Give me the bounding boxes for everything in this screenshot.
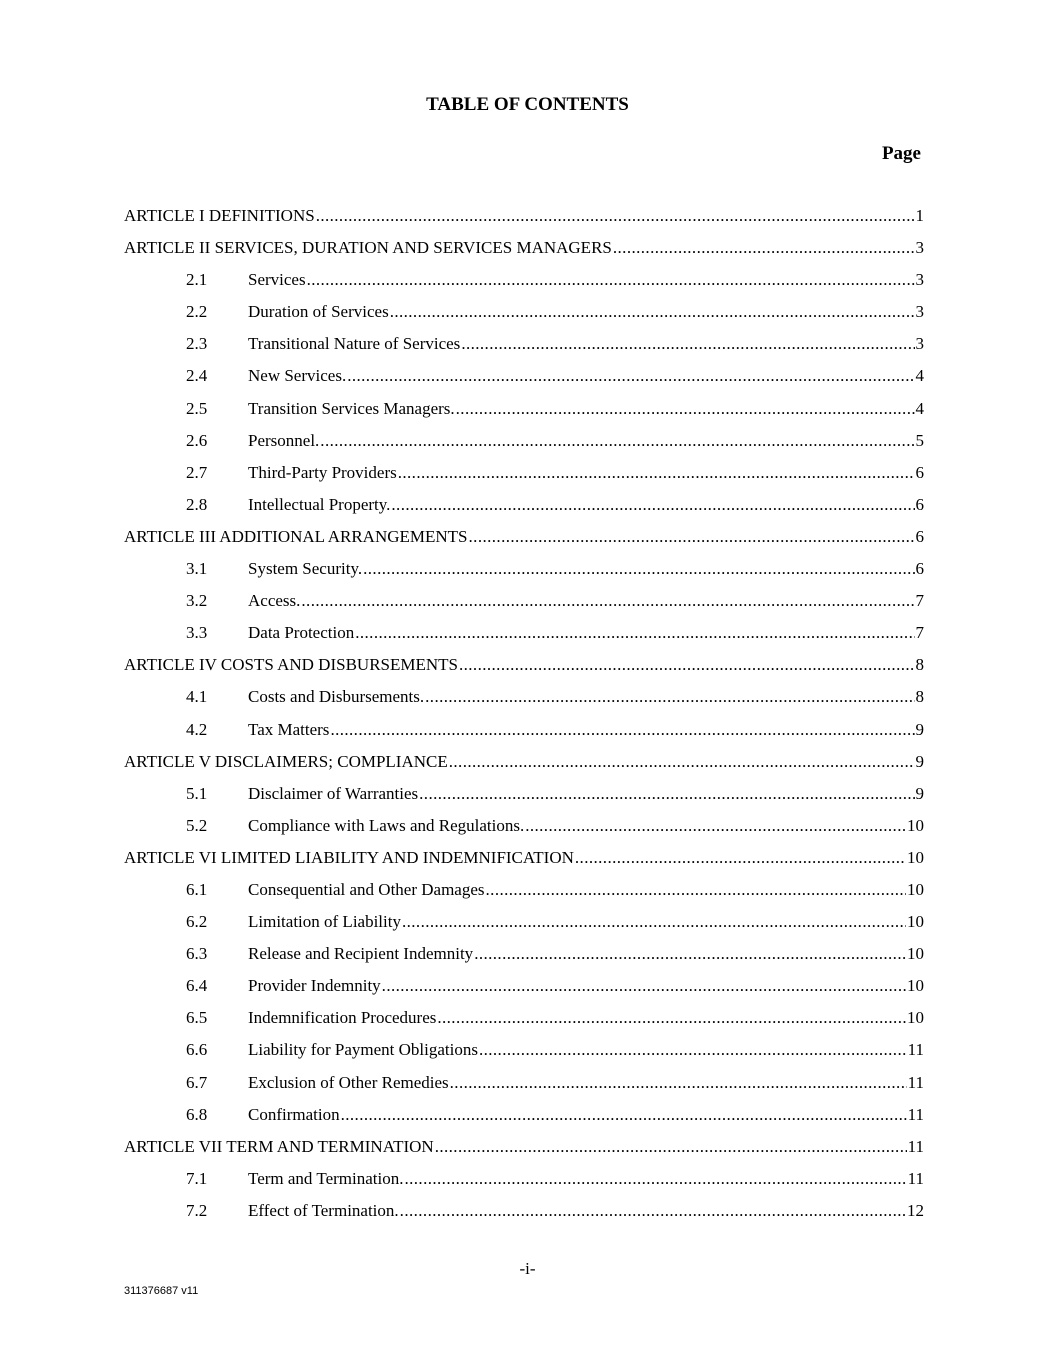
toc-section-entry[interactable]: [124, 589, 924, 621]
toc-entry-label: Costs and Disbursements.: [248, 687, 425, 707]
toc-section-number: 2.7: [186, 462, 208, 482]
toc-page-number: 11: [907, 1040, 924, 1060]
toc-entry-label: Limitation of Liability: [248, 912, 401, 932]
dot-leader: [404, 1167, 906, 1191]
dot-leader: [320, 429, 914, 453]
dot-leader: [419, 782, 914, 806]
toc-entry-label: Third-Party Providers: [248, 462, 397, 482]
toc-section-number: 2.1: [186, 270, 208, 290]
page-column-label: Page: [881, 143, 921, 164]
dot-leader: [347, 364, 914, 388]
dot-leader: [307, 268, 915, 292]
toc-entry-label: New Services.: [248, 366, 347, 386]
toc-section-number: 5.1: [186, 783, 208, 803]
toc-section-entry[interactable]: [124, 878, 924, 910]
dot-leader: [459, 653, 915, 677]
toc-entry-label: ARTICLE II SERVICES, DURATION AND SERVICES MANAGERS: [124, 238, 612, 258]
dot-leader: [425, 685, 914, 709]
dot-leader: [400, 1199, 906, 1223]
toc-page-number: 5: [915, 430, 924, 450]
toc-page-number: 3: [915, 270, 924, 290]
toc-entry-label: System Security.: [248, 559, 363, 579]
toc-section-entry[interactable]: [124, 429, 924, 461]
toc-entry-label: Personnel.: [248, 430, 320, 450]
toc-article-entry[interactable]: [124, 1135, 924, 1167]
dot-leader: [450, 1071, 907, 1095]
dot-leader: [363, 557, 914, 581]
dot-leader: [525, 814, 906, 838]
footer-page-number: -i-: [519, 1259, 536, 1278]
dot-leader: [613, 236, 915, 260]
toc-page-number: 11: [907, 1168, 924, 1188]
dot-leader: [456, 397, 915, 421]
dot-leader: [575, 846, 906, 870]
toc-page-number: 11: [907, 1136, 924, 1156]
toc-page-number: 9: [915, 719, 924, 739]
toc-page-number: 7: [915, 591, 924, 611]
toc-section-number: 3.3: [186, 623, 208, 643]
toc-section-entry[interactable]: [124, 718, 924, 750]
toc-page-number: 3: [915, 334, 924, 354]
dot-leader: [449, 750, 915, 774]
toc-section-number: 2.6: [186, 430, 208, 450]
toc-section-entry[interactable]: [124, 974, 924, 1006]
table-of-contents: [124, 204, 924, 1231]
toc-page-number: 10: [907, 1008, 924, 1028]
toc-entry-label: Liability for Payment Obligations: [248, 1040, 478, 1060]
toc-page-number: 11: [907, 1104, 924, 1124]
toc-page-number: 3: [915, 238, 924, 258]
toc-entry-label: Consequential and Other Damages: [248, 879, 485, 899]
toc-entry-label: ARTICLE I DEFINITIONS: [124, 206, 315, 225]
toc-section-entry[interactable]: [124, 1006, 924, 1038]
dot-leader: [391, 493, 914, 517]
toc-section-number: 4.2: [186, 719, 208, 739]
dot-leader: [474, 942, 906, 966]
toc-entry-label: Tax Matters: [248, 719, 330, 739]
toc-section-number: 6.4: [186, 976, 208, 996]
toc-article-entry[interactable]: [124, 750, 924, 782]
toc-section-entry[interactable]: [124, 1167, 924, 1199]
dot-leader: [435, 1135, 907, 1159]
toc-page-number: 9: [915, 751, 924, 771]
toc-page-number: 1: [915, 206, 924, 225]
toc-page-number: 10: [907, 976, 924, 996]
toc-section-entry[interactable]: [124, 1038, 924, 1070]
toc-section-number: 3.1: [186, 559, 208, 579]
toc-page-number: 12: [907, 1200, 924, 1220]
toc-entry-label: ARTICLE VI LIMITED LIABILITY AND INDEMNIFICATION: [124, 847, 574, 867]
toc-entry-label: Access.: [248, 591, 301, 611]
toc-section-number: 4.1: [186, 687, 208, 707]
toc-section-number: 6.3: [186, 944, 208, 964]
dot-leader: [486, 878, 906, 902]
toc-section-entry[interactable]: [124, 397, 924, 429]
toc-article-entry[interactable]: [124, 525, 924, 557]
document-id: 311376687 v11: [124, 1285, 199, 1297]
toc-section-entry[interactable]: [124, 268, 924, 300]
dot-leader: [402, 910, 906, 934]
toc-entry-label: Disclaimer of Warranties: [248, 783, 419, 803]
dot-leader: [469, 525, 915, 549]
toc-entry-label: Indemnification Procedures: [248, 1008, 437, 1028]
page-title: TABLE OF CONTENTS: [426, 94, 629, 115]
toc-entry-label: Release and Recipient Indemnity: [248, 944, 474, 964]
toc-entry-label: Exclusion of Other Remedies: [248, 1072, 449, 1092]
toc-article-entry[interactable]: [124, 236, 924, 268]
toc-page-number: 10: [907, 815, 924, 835]
toc-section-entry[interactable]: [124, 685, 924, 717]
dot-leader: [461, 332, 914, 356]
toc-section-entry[interactable]: [124, 942, 924, 974]
dot-leader: [355, 621, 914, 645]
dot-leader: [382, 974, 906, 998]
toc-section-number: 3.2: [186, 591, 208, 611]
toc-section-entry[interactable]: [124, 814, 924, 846]
toc-entry-label: Data Protection: [248, 623, 355, 643]
toc-entry-label: Services: [248, 270, 306, 290]
toc-section-entry[interactable]: [124, 910, 924, 942]
toc-page-number: 8: [915, 687, 924, 707]
dot-leader: [341, 1103, 907, 1127]
toc-entry-label: ARTICLE IV COSTS AND DISBURSEMENTS: [124, 655, 458, 675]
toc-page-number: 8: [915, 655, 924, 675]
toc-section-entry[interactable]: [124, 1103, 924, 1135]
toc-page-number: 6: [915, 494, 924, 514]
toc-section-entry[interactable]: [124, 461, 924, 493]
toc-entry-label: Compliance with Laws and Regulations.: [248, 815, 525, 835]
toc-section-entry[interactable]: [124, 1199, 924, 1231]
toc-section-entry[interactable]: [124, 557, 924, 589]
toc-page-number: 7: [915, 623, 924, 643]
toc-entry-label: Term and Termination.: [248, 1168, 404, 1188]
toc-section-number: 6.7: [186, 1072, 208, 1092]
toc-page-number: 11: [907, 1072, 924, 1092]
toc-entry-label: ARTICLE III ADDITIONAL ARRANGEMENTS: [124, 526, 468, 546]
toc-page-number: 10: [907, 879, 924, 899]
toc-section-entry[interactable]: [124, 621, 924, 653]
toc-entry-label: Confirmation: [248, 1104, 340, 1124]
toc-page-number: 4: [915, 366, 924, 386]
toc-section-entry[interactable]: [124, 332, 924, 364]
toc-entry-label: Effect of Termination.: [248, 1200, 399, 1220]
toc-entry-label: Provider Indemnity: [248, 976, 381, 996]
toc-section-number: 6.6: [186, 1040, 208, 1060]
toc-page-number: 9: [915, 783, 924, 803]
toc-section-entry[interactable]: [124, 364, 924, 396]
toc-section-number: 6.2: [186, 912, 208, 932]
toc-section-number: 2.2: [186, 302, 208, 322]
toc-entry-label: ARTICLE VII TERM AND TERMINATION: [124, 1136, 434, 1156]
dot-leader: [398, 461, 915, 485]
toc-page-number: 6: [915, 559, 924, 579]
toc-section-number: 6.5: [186, 1008, 208, 1028]
toc-article-entry[interactable]: [124, 204, 924, 236]
toc-section-number: 6.8: [186, 1104, 208, 1124]
toc-section-number: 6.1: [186, 879, 208, 899]
toc-section-number: 2.4: [186, 366, 208, 386]
dot-leader: [390, 300, 915, 324]
toc-page-number: 10: [907, 912, 924, 932]
toc-page-number: 4: [915, 398, 924, 418]
toc-article-entry[interactable]: [124, 846, 924, 878]
toc-section-number: 5.2: [186, 815, 208, 835]
toc-entry-label: Transition Services Managers.: [248, 398, 455, 418]
dot-leader: [301, 589, 914, 613]
toc-entry-label: Duration of Services: [248, 302, 389, 322]
toc-entry-label: Intellectual Property.: [248, 494, 391, 514]
toc-section-number: 2.3: [186, 334, 208, 354]
toc-section-number: 2.8: [186, 494, 208, 514]
toc-page-number: 6: [915, 462, 924, 482]
toc-section-entry[interactable]: [124, 493, 924, 525]
toc-section-entry[interactable]: [124, 1071, 924, 1103]
toc-page-number: 6: [915, 526, 924, 546]
toc-page-number: 10: [907, 847, 924, 867]
dot-leader: [330, 718, 914, 742]
dot-leader: [437, 1006, 906, 1030]
toc-page-number: 10: [907, 944, 924, 964]
toc-section-number: 7.1: [186, 1168, 208, 1188]
toc-section-entry[interactable]: [124, 782, 924, 814]
dot-leader: [479, 1038, 907, 1062]
toc-page-number: 3: [915, 302, 924, 322]
toc-section-number: 7.2: [186, 1200, 208, 1220]
toc-article-entry[interactable]: [124, 653, 924, 685]
toc-entry-label: Transitional Nature of Services: [248, 334, 461, 354]
dot-leader: [316, 204, 915, 228]
toc-section-number: 2.5: [186, 398, 208, 418]
toc-entry-label: ARTICLE V DISCLAIMERS; COMPLIANCE: [124, 751, 448, 771]
toc-section-entry[interactable]: [124, 300, 924, 332]
